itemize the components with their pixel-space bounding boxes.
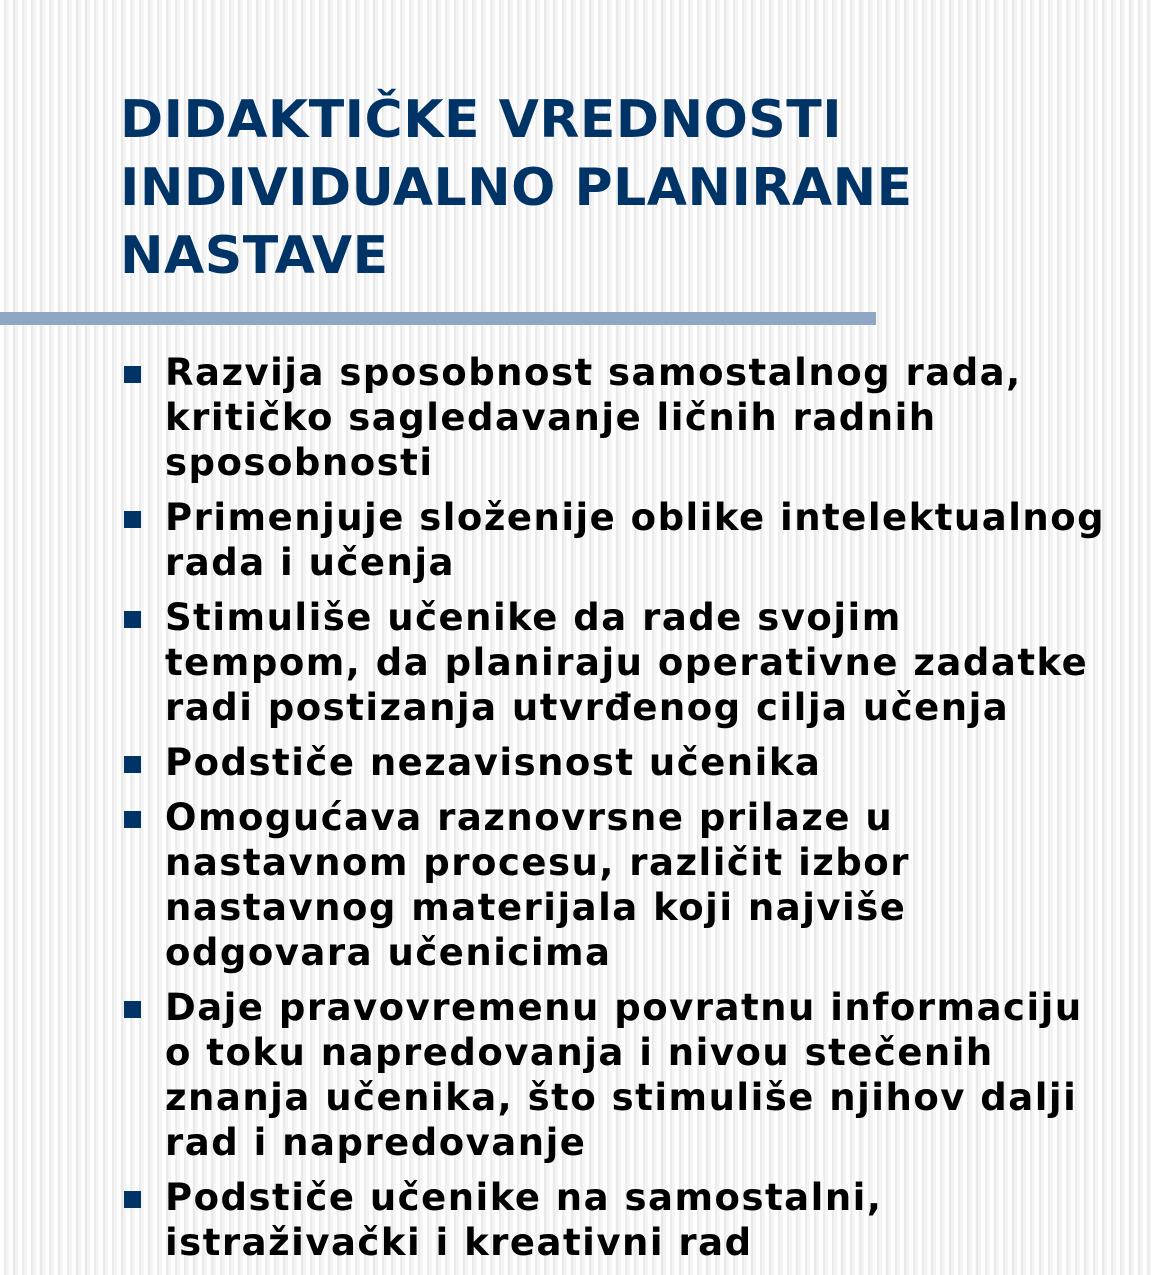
bullet-text: Primenjuje složenije oblike intelektualnog rada i učenja — [165, 496, 1106, 584]
square-bullet-icon — [124, 1001, 141, 1018]
bullet-text: Podstiče nezavisnost učenika — [165, 741, 822, 784]
bullet-item-3 — [0, 595, 1151, 730]
bullet-text: Stimuliše učenike da rade svojim tempom, da planiraju operativne zadatke radi postizanja utvrđenog cilja učenja — [165, 596, 1089, 729]
bullet-item-5 — [0, 795, 1151, 975]
bullet-item-7 — [0, 1175, 1151, 1265]
slide-title: DIDAKTIČKE VREDNOSTI INDIVIDUALNO PLANIRANE NASTAVE — [120, 90, 913, 286]
square-bullet-icon — [124, 811, 141, 828]
bullet-text: Daje pravovremenu povratnu informaciju o toku napredovanja i nivou stečenih znanja učenika, što stimuliše njihov dalji rad i napredovanje — [165, 986, 1083, 1164]
bullet-item-1 — [0, 350, 1151, 485]
square-bullet-icon — [124, 1191, 141, 1208]
bullet-item-2 — [0, 495, 1151, 585]
square-bullet-icon — [124, 611, 141, 628]
bullet-item-6 — [0, 985, 1151, 1165]
bullet-text: Omogućava raznovrsne prilaze u nastavnom procesu, različit izbor nastavnog materijala koji najviše odgovara učenicima — [165, 796, 910, 974]
bullet-text: Razvija sposobnost samostalnog rada, kritičko sagledavanje ličnih radnih sposobnosti — [165, 351, 1022, 484]
bullet-text: Podstiče učenike na samostalni, istraživački i kreativni rad — [165, 1176, 883, 1264]
bullet-list — [0, 350, 1151, 1275]
square-bullet-icon — [124, 511, 141, 528]
square-bullet-icon — [124, 756, 141, 773]
title-underline-rule — [0, 312, 876, 325]
bullet-item-4 — [0, 740, 1151, 785]
square-bullet-icon — [124, 366, 141, 383]
